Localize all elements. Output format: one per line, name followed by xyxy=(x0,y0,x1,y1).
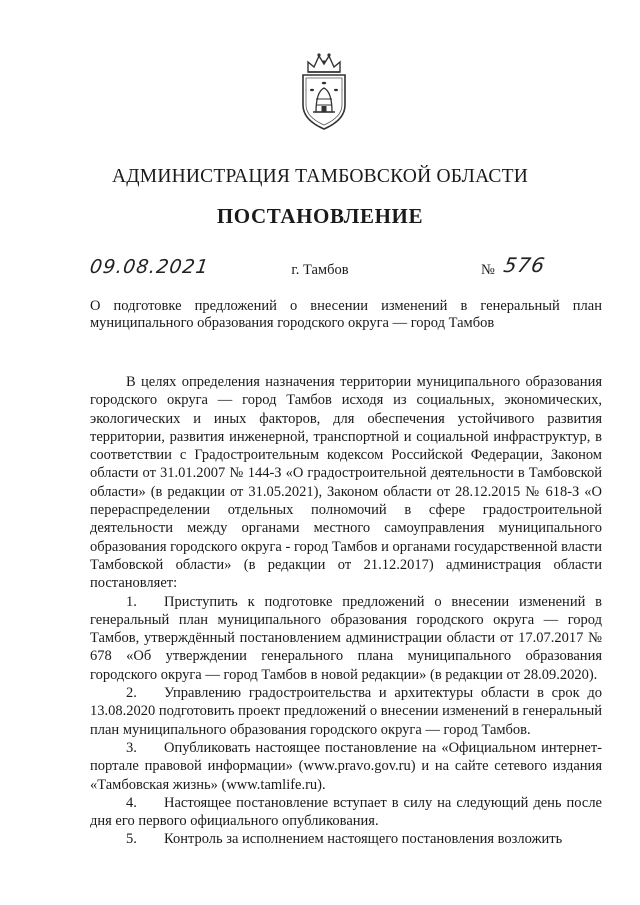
list-item xyxy=(90,794,602,831)
list-item xyxy=(90,684,602,739)
handwritten-date: 09.08.2021 xyxy=(88,256,211,278)
list-item xyxy=(90,830,602,848)
item-number: 1. xyxy=(126,593,137,610)
coat-of-arms-emblem xyxy=(294,50,354,132)
list-item xyxy=(90,593,602,684)
item-text: Управлению градостроительства и архитектуры области в срок до 13.08.2020 подготовить проект предложений о внесении изменений в генеральный план муниципального образования городского округа — город Тамбов. xyxy=(90,685,602,738)
organization-title: АДМИНИСТРАЦИЯ ТАМБОВСКОЙ ОБЛАСТИ xyxy=(112,166,528,187)
item-text: Настоящее постановление вступает в силу на следующий день после дня его первого официального опубликования. xyxy=(90,794,602,830)
preamble-paragraph: В целях определения назначения территории муниципального образования городского округа — город Тамбов исходя из социальных, экономических, экологических и иных факторов, для обеспечения устойчивого развития территории, развития инженерной, транспортной и социальной инфраструктур, в соответствии с Градостроительным кодексом Российской Федерации, Законом области от 31.01.2007 № 144-З «О градостроительной деятельности в Тамбовской области» (в редакции от 31.05.2021), Законом области от 28.12.2015 № 618-З «О перераспределении отдельных полномочий в сфере градостроительной деятельности между органами местного самоуправления муниципального образования городского округа - город Тамбов и органами государственной власти Тамбовской области» (в редакции от 21.12.2017) администрация области постановляет: xyxy=(90,374,602,592)
item-number: 3. xyxy=(126,739,137,756)
item-number: 2. xyxy=(126,685,137,702)
city-label: г. Тамбов xyxy=(291,262,349,278)
number-label: № xyxy=(481,262,495,278)
item-number: 4. xyxy=(126,794,137,811)
item-text: Опубликовать настоящее постановление на «Официальном интернет-портале правовой информации» (www.pravo.gov.ru) и на сайте сетевого издания «Тамбовская жизнь» (www.tamlife.ru). xyxy=(90,739,602,793)
list-item xyxy=(90,739,602,794)
document-body xyxy=(90,373,602,849)
document-type-title: ПОСТАНОВЛЕНИЕ xyxy=(216,204,424,228)
document-subject: О подготовке предложений о внесении изменений в генеральный план муниципального образования городского округа — город Тамбов xyxy=(90,298,602,331)
handwritten-number: 576 xyxy=(501,253,548,277)
item-text: Приступить к подготовке предложений о внесении изменений в генеральный план муниципального образования городского округа — город Тамбов, утверждённый постановлением администрации области от 17.07.2017 № 678 «Об утверждении генерального плана муниципального образования городского округа — город Тамбов в новой редакции» (в редакции от 28.09.2020). xyxy=(90,593,602,683)
item-number: 5. xyxy=(126,831,137,848)
item-text: Контроль за исполнением настоящего постановления возложить xyxy=(164,831,563,848)
